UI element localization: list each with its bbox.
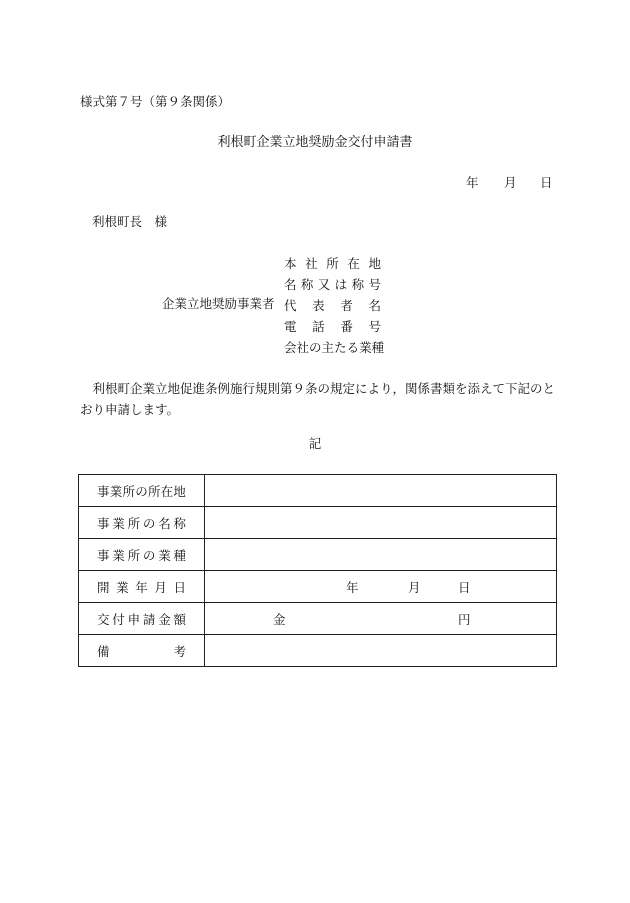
date-month-label: 月 xyxy=(504,175,517,190)
date-year-label: 年 xyxy=(466,175,479,190)
industry-value-cell[interactable] xyxy=(205,539,557,571)
row-label-text: 事 業 所 の 所 在 地 xyxy=(97,483,186,499)
row-label-text: 備 考 xyxy=(97,643,186,659)
applicant-label: 企業立地奨励事業者 xyxy=(162,296,275,311)
remarks-value-cell[interactable] xyxy=(205,635,557,667)
addressee: 利根町長 様 xyxy=(92,214,168,229)
table-row xyxy=(79,475,557,507)
row-label xyxy=(79,475,205,507)
table-row xyxy=(79,635,557,667)
opening-month-label: 月 xyxy=(408,579,421,595)
body-text: 利根町企業立地促進条例施行規則第９条の規定により，関係書類を添えて下記のとおり申請します。 xyxy=(80,381,556,417)
row-label-text: 交 付 申 請 金 額 xyxy=(97,611,186,627)
ki-heading: 記 xyxy=(308,436,322,451)
amount-value-cell[interactable] xyxy=(205,603,557,635)
opening-day-label: 日 xyxy=(458,579,471,595)
form-number: 様式第７号（第９条関係） xyxy=(80,94,231,109)
application-table xyxy=(78,474,557,667)
applicant-field-4: 会 社 の 主 た る 業 種 xyxy=(284,340,385,355)
row-label xyxy=(79,507,205,539)
row-label-text: 事 業 所 の 業 種 xyxy=(97,547,186,563)
location-value-cell[interactable] xyxy=(205,475,557,507)
applicant-field-2: 代 表 者 名 xyxy=(284,298,381,313)
row-label xyxy=(79,635,205,667)
opening-date-cell[interactable] xyxy=(205,571,557,603)
row-label xyxy=(79,571,205,603)
table-row xyxy=(79,571,557,603)
applicant-field-1: 名 称 又 は 称 号 xyxy=(284,277,381,292)
document-title: 利根町企業立地奨励金交付申請書 xyxy=(217,135,413,150)
row-label-text: 事 業 所 の 名 称 xyxy=(97,515,186,531)
applicant-field-3: 電 話 番 号 xyxy=(284,319,381,334)
row-label-text: 開 業 年 月 日 xyxy=(97,579,186,595)
opening-year-label: 年 xyxy=(346,579,359,595)
applicant-field-0: 本 社 所 在 地 xyxy=(284,256,381,271)
row-label xyxy=(79,539,205,571)
amount-prefix: 金 xyxy=(273,611,286,627)
date-day-label: 日 xyxy=(540,175,553,190)
amount-suffix: 円 xyxy=(458,611,471,627)
name-value-cell[interactable] xyxy=(205,507,557,539)
table-row xyxy=(79,603,557,635)
table-row xyxy=(79,539,557,571)
row-label xyxy=(79,603,205,635)
table-row xyxy=(79,507,557,539)
